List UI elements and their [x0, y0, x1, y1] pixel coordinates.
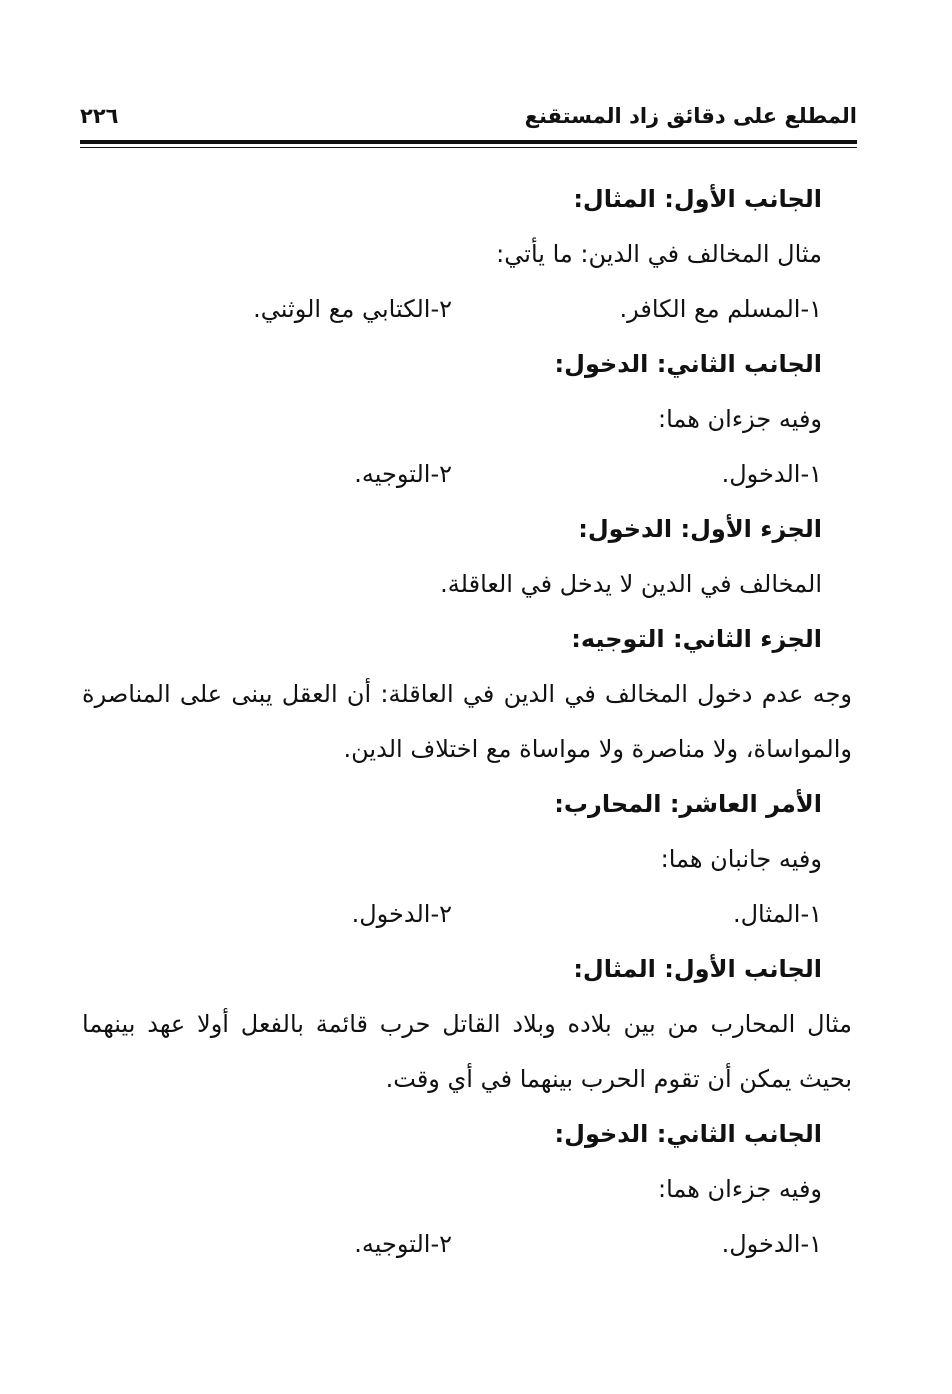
- list-item: ٢-الكتابي مع الوثني.: [253, 295, 452, 323]
- list-item: ١-الدخول.: [721, 1230, 822, 1258]
- paragraph-line: وفيه جزءان هما:: [657, 405, 822, 433]
- list-row: [82, 282, 822, 337]
- list-row: [82, 1217, 822, 1272]
- header-rule: [80, 140, 857, 148]
- section-heading: الجانب الأول: المثال:: [573, 185, 822, 213]
- list-row: [82, 887, 822, 942]
- list-item: ١-الدخول.: [721, 460, 822, 488]
- section-heading: الأمر العاشر: المحارب:: [554, 790, 822, 818]
- paragraph-line: مثال المخالف في الدين: ما يأتي:: [496, 240, 822, 268]
- book-title: المطلع على دقائق زاد المستقنع: [524, 104, 857, 128]
- list-item: ٢-الدخول.: [351, 900, 452, 928]
- section-heading: الجزء الأول: الدخول:: [578, 515, 822, 543]
- paragraph-line: وفيه جانبان هما:: [660, 845, 822, 873]
- section-heading: الجانب الثاني: الدخول:: [554, 350, 822, 378]
- paragraph-line: والمواساة، ولا مناصرة ولا مواساة مع اختلاف الدين.: [343, 735, 852, 763]
- paragraph-line: وجه عدم دخول المخالف في الدين في العاقلة: أن العقل يبنى على المناصرة: [82, 680, 852, 708]
- list-item: ١-المثال.: [732, 900, 822, 928]
- list-item: ١-المسلم مع الكافر.: [619, 295, 822, 323]
- section-heading: الجانب الثاني: الدخول:: [554, 1120, 822, 1148]
- list-row: [82, 447, 822, 502]
- page-number: ٢٢٦: [80, 104, 119, 128]
- paragraph-line: وفيه جزءان هما:: [657, 1175, 822, 1203]
- paragraph-line: مثال المحارب من بين بلاده وبلاد القاتل حرب قائمة بالفعل أولا عهد بينهما: [82, 1010, 852, 1038]
- section-heading: الجانب الأول: المثال:: [573, 955, 822, 983]
- page-body: [82, 172, 852, 1272]
- list-item: ٢-التوجيه.: [354, 460, 452, 488]
- paragraph-line: بحيث يمكن أن تقوم الحرب بينهما في أي وقت.: [385, 1065, 852, 1093]
- section-heading: الجزء الثاني: التوجيه:: [571, 625, 822, 653]
- paragraph-line: المخالف في الدين لا يدخل في العاقلة.: [440, 570, 822, 598]
- list-item: ٢-التوجيه.: [354, 1230, 452, 1258]
- page-header: [80, 100, 857, 140]
